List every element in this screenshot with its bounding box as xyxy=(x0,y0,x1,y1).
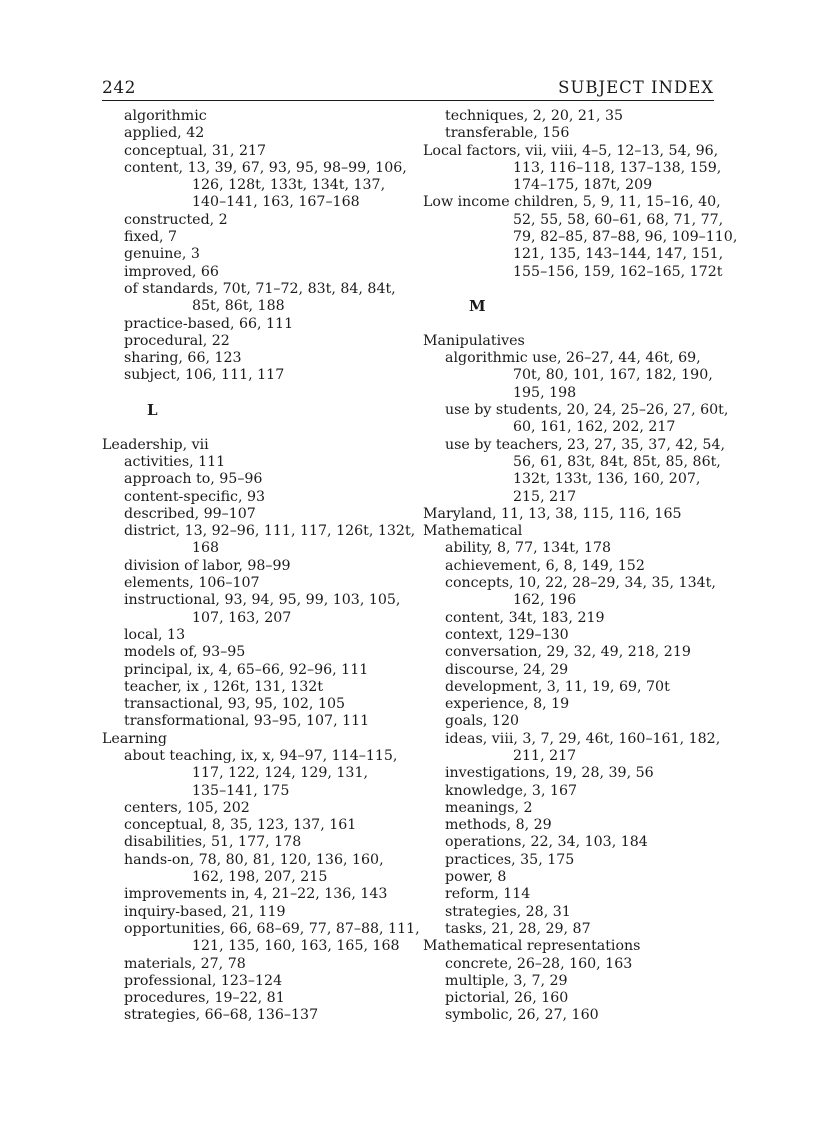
index-subentry: activities, 111 xyxy=(124,453,226,470)
index-subentry: development, 3, 11, 19, 69, 70t xyxy=(445,678,670,695)
index-subentry: sharing, 66, 123 xyxy=(124,350,242,367)
index-subentry: ability, 8, 77, 134t, 178 xyxy=(445,540,612,557)
index-subentry: algorithmic xyxy=(124,108,207,124)
index-subentry: disabilities, 51, 177, 178 xyxy=(124,834,302,851)
index-subentry: professional, 123–124 xyxy=(124,972,283,989)
index-subentry: fixed, 7 xyxy=(124,229,177,246)
index-subentry: practices, 35, 175 xyxy=(445,851,575,868)
index-subentry: transformational, 93–95, 107, 111 xyxy=(124,713,370,730)
spacer xyxy=(102,419,402,436)
index-subentry: concrete, 26–28, 160, 163 xyxy=(445,955,633,972)
index-continuation-line: 113, 116–118, 137–138, 159, xyxy=(513,159,722,176)
index-subentry: symbolic, 26, 27, 160 xyxy=(445,1007,599,1024)
index-subentry: genuine, 3 xyxy=(124,246,200,263)
index-continuation-line: 60, 161, 162, 202, 217 xyxy=(513,419,676,436)
index-subentry: subject, 106, 111, 117 xyxy=(124,367,285,384)
index-continuation-line: 162, 196 xyxy=(513,592,577,609)
index-subentry: approach to, 95–96 xyxy=(124,471,263,488)
running-head: SUBJECT INDEX xyxy=(558,78,714,97)
index-subentry: centers, 105, 202 xyxy=(124,799,250,816)
index-continuation-line: 107, 163, 207 xyxy=(192,609,292,626)
index-column-right xyxy=(423,108,738,1025)
index-subentry: methods, 8, 29 xyxy=(445,817,552,834)
index-subentry: transactional, 93, 95, 102, 105 xyxy=(124,696,346,713)
index-subentry: principal, ix, 4, 65–66, 92–96, 111 xyxy=(124,661,369,678)
index-continuation-line: 126, 128t, 133t, 134t, 137, xyxy=(192,177,386,194)
index-subentry: transferable, 156 xyxy=(445,125,570,142)
index-subentry: reform, 114 xyxy=(445,886,531,903)
index-subentry: procedural, 22 xyxy=(124,332,230,349)
index-subentry: concepts, 10, 22, 28–29, 34, 35, 134t, xyxy=(445,575,716,592)
spacer xyxy=(102,385,402,402)
index-subentry: knowledge, 3, 167 xyxy=(445,782,578,799)
index-subentry: conversation, 29, 32, 49, 218, 219 xyxy=(445,644,691,661)
section-letter-heading: L xyxy=(147,401,158,420)
index-subentry: models of, 93–95 xyxy=(124,644,246,661)
section-letter-heading: M xyxy=(469,297,486,316)
index-main-entry: Leadership, vii xyxy=(102,436,209,453)
index-main-entry: Mathematical xyxy=(423,523,523,540)
index-subentry: context, 129–130 xyxy=(445,626,569,643)
index-subentry: meanings, 2 xyxy=(445,799,533,816)
index-subentry: use by teachers, 23, 27, 35, 37, 42, 54, xyxy=(445,436,725,453)
index-subentry: division of labor, 98–99 xyxy=(124,557,291,574)
index-subentry: procedures, 19–22, 81 xyxy=(124,990,285,1007)
index-continuation-line: 117, 122, 124, 129, 131, xyxy=(192,765,368,782)
index-continuation-line: 121, 135, 143–144, 147, 151, xyxy=(513,246,724,263)
index-subentry: improvements in, 4, 21–22, 136, 143 xyxy=(124,886,388,903)
index-subentry: tasks, 21, 28, 29, 87 xyxy=(445,920,591,937)
index-continuation-line: 132t, 133t, 136, 160, 207, xyxy=(513,471,701,488)
page-number: 242 xyxy=(102,78,136,98)
index-subentry: discourse, 24, 29 xyxy=(445,661,569,678)
index-subentry: power, 8 xyxy=(445,869,507,886)
index-continuation-line: 215, 217 xyxy=(513,488,577,505)
index-continuation-line: 135–141, 175 xyxy=(192,782,290,799)
index-subentry: multiple, 3, 7, 29 xyxy=(445,972,568,989)
index-subentry: ideas, viii, 3, 7, 29, 46t, 160–161, 182, xyxy=(445,730,721,747)
index-continuation-line: 211, 217 xyxy=(513,747,577,764)
index-continuation-line: 121, 135, 160, 163, 165, 168 xyxy=(192,938,400,955)
index-continuation-line: 56, 61, 83t, 84t, 85t, 85, 86t, xyxy=(513,453,721,470)
index-continuation-line: 174–175, 187t, 209 xyxy=(513,177,653,194)
index-subentry: conceptual, 8, 35, 123, 137, 161 xyxy=(124,817,357,834)
page-header xyxy=(102,78,714,101)
index-continuation-line: 70t, 80, 101, 167, 182, 190, xyxy=(513,367,713,384)
index-subentry: hands-on, 78, 80, 81, 120, 136, 160, xyxy=(124,851,384,868)
index-subentry: materials, 27, 78 xyxy=(124,955,246,972)
index-subentry: applied, 42 xyxy=(124,125,205,142)
index-subentry: district, 13, 92–96, 111, 117, 126t, 132t, xyxy=(124,523,416,540)
index-main-entry: Manipulatives xyxy=(423,332,525,349)
index-subentry: conceptual, 31, 217 xyxy=(124,142,267,159)
index-continuation-line: 155–156, 159, 162–165, 172t xyxy=(513,263,723,280)
index-subentry: content, 13, 39, 67, 93, 95, 98–99, 106, xyxy=(124,159,407,176)
index-subentry: goals, 120 xyxy=(445,713,519,730)
index-subentry: content-specific, 93 xyxy=(124,488,266,505)
index-subentry: use by students, 20, 24, 25–26, 27, 60t, xyxy=(445,402,729,419)
index-subentry: instructional, 93, 94, 95, 99, 103, 105, xyxy=(124,592,401,609)
index-subentry: content, 34t, 183, 219 xyxy=(445,609,605,626)
index-main-entry: Mathematical representations xyxy=(423,938,641,955)
index-subentry: achievement, 6, 8, 149, 152 xyxy=(445,557,645,574)
index-subentry: about teaching, ix, x, 94–97, 114–115, xyxy=(124,747,398,764)
index-main-entry: Local factors, vii, viii, 4–5, 12–13, 54, 96, xyxy=(423,142,719,159)
index-subentry: local, 13 xyxy=(124,626,186,643)
spacer xyxy=(423,281,718,298)
index-subentry: opportunities, 66, 68–69, 77, 87–88, 111, xyxy=(124,920,420,937)
index-subentry: of standards, 70t, 71–72, 83t, 84, 84t, xyxy=(124,280,396,297)
index-subentry: operations, 22, 34, 103, 184 xyxy=(445,834,648,851)
index-subentry: experience, 8, 19 xyxy=(445,696,570,713)
index-column-left xyxy=(102,108,420,1025)
index-continuation-line: 85t, 86t, 188 xyxy=(192,298,285,315)
index-continuation-line: 162, 198, 207, 215 xyxy=(192,869,328,886)
index-subentry: strategies, 28, 31 xyxy=(445,903,571,920)
index-subentry: described, 99–107 xyxy=(124,505,256,522)
index-continuation-line: 195, 198 xyxy=(513,384,577,401)
index-continuation-line: 168 xyxy=(192,540,220,557)
index-subentry: inquiry-based, 21, 119 xyxy=(124,903,286,920)
index-subentry: practice-based, 66, 111 xyxy=(124,315,294,332)
index-subentry: techniques, 2, 20, 21, 35 xyxy=(445,108,624,124)
index-subentry: algorithmic use, 26–27, 44, 46t, 69, xyxy=(445,350,701,367)
spacer xyxy=(423,316,718,333)
index-subentry: pictorial, 26, 160 xyxy=(445,990,569,1007)
index-subentry: elements, 106–107 xyxy=(124,575,260,592)
index-continuation-line: 52, 55, 58, 60–61, 68, 71, 77, xyxy=(513,211,724,228)
index-main-entry: Learning xyxy=(102,730,167,747)
index-subentry: constructed, 2 xyxy=(124,211,228,228)
index-continuation-line: 140–141, 163, 167–168 xyxy=(192,194,360,211)
index-subentry: investigations, 19, 28, 39, 56 xyxy=(445,765,654,782)
index-subentry: teacher, ix , 126t, 131, 132t xyxy=(124,678,324,695)
index-main-entry: Low income children, 5, 9, 11, 15–16, 40, xyxy=(423,194,721,211)
index-continuation-line: 79, 82–85, 87–88, 96, 109–110, xyxy=(513,229,738,246)
index-subentry: strategies, 66–68, 136–137 xyxy=(124,1007,319,1024)
index-subentry: improved, 66 xyxy=(124,263,219,280)
index-main-entry: Maryland, 11, 13, 38, 115, 116, 165 xyxy=(423,505,682,522)
